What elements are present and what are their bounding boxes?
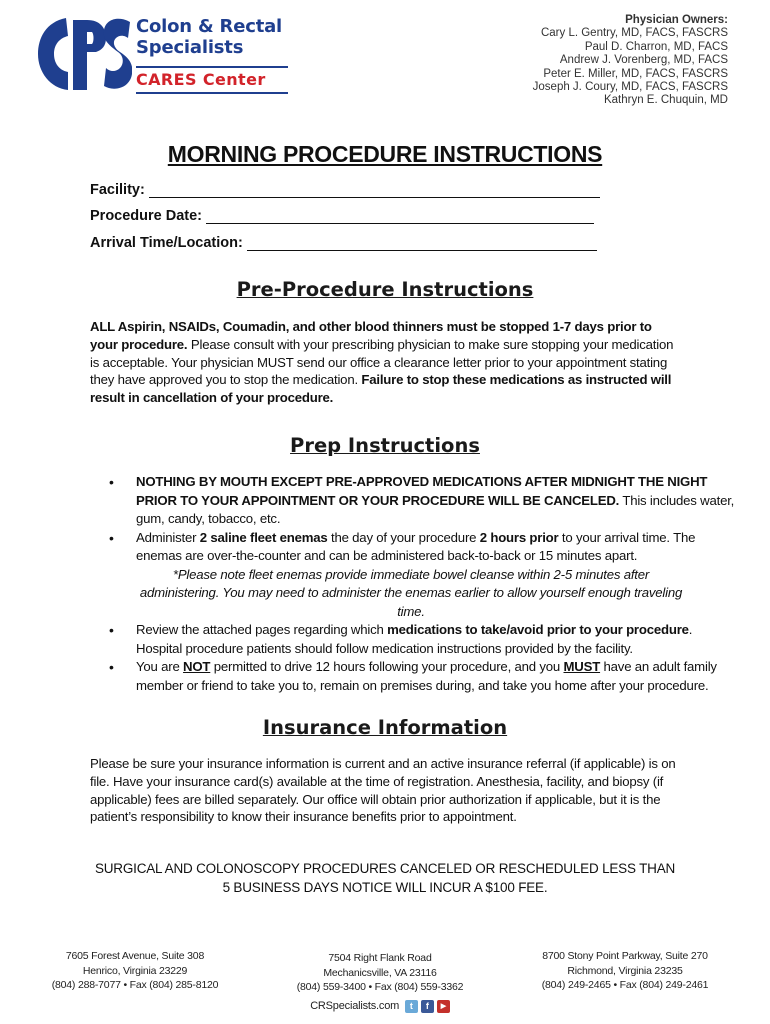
owner-name: Cary L. Gentry, MD, FACS, FASCRS	[540, 27, 728, 40]
list-item	[136, 621, 736, 658]
prep-item4-text: You are	[136, 659, 184, 674]
prep-item3-bold: medications to take/avoid prior to your procedure	[387, 622, 689, 637]
page-title: MORNING PROCEDURE INSTRUCTIONS	[167, 141, 603, 167]
phone-line: (804) 249-2465 • Fax (804) 249-2461	[541, 979, 709, 992]
location-henrico	[50, 949, 220, 993]
cancellation-notice: SURGICAL AND COLONOSCOPY PROCEDURES CANCELED OR RESCHEDULED LESS THAN 5 BUSINESS DAYS NOTICE WILL INCUR A $100 FEE.	[94, 861, 676, 895]
list-item	[136, 473, 736, 529]
location-richmond	[540, 949, 710, 993]
owner-name: Joseph J. Coury, MD, FACS, FASCRS	[532, 81, 728, 94]
pre-procedure-heading: Pre-Procedure Instructions	[236, 278, 534, 301]
website-row	[295, 999, 465, 1014]
address-line: Henrico, Virginia 23229	[82, 964, 188, 977]
prep-item2-text: the day of your procedure	[327, 529, 480, 545]
prep-item4-bold: MUST	[563, 659, 601, 674]
prep-item3-text: Review the attached pages regarding which	[136, 622, 388, 637]
crs-logo-icon	[36, 14, 132, 94]
prep-list	[90, 473, 736, 695]
prep-item4-text: permitted to drive 12 hours following your procedure, and you	[210, 659, 564, 674]
facility-field[interactable]	[90, 182, 600, 198]
location-mechanicsville	[295, 951, 465, 1013]
arrival-label: Arrival Time/Location:	[90, 235, 243, 251]
brand-logo	[36, 14, 283, 94]
logo-divider-bottom	[136, 92, 288, 94]
address-line: 7605 Forest Avenue, Suite 308	[65, 950, 205, 962]
prep-item3-text: . Hospital procedure patients should follow medication instructions provided by the facility.	[136, 622, 693, 656]
prep-item1-bold: NOTHING BY MOUTH EXCEPT PRE-APPROVED MEDICATIONS AFTER MIDNIGHT THE NIGHT PRIOR TO YOUR APPOINTMENT OR YOUR PROCEDURE WILL BE CANCELED.	[136, 474, 708, 508]
enema-note: *Please note fleet enemas provide immediate bowel cleanse within 2-5 minutes after administering. You may need to administer the enemas earlier to allow yourself enough traveling time.	[139, 566, 683, 619]
facility-label: Facility:	[90, 182, 145, 198]
prep-item1-text: This includes water, gum, candy, tobacco, etc.	[136, 492, 735, 526]
procedure-date-blank[interactable]	[206, 209, 594, 224]
prep-item4-bold: NOT	[183, 659, 211, 674]
owner-name: Peter E. Miller, MD, FACS, FASCRS	[543, 67, 728, 80]
twitter-icon[interactable]: t	[405, 1000, 418, 1013]
physician-owners	[533, 14, 728, 108]
arrival-blank[interactable]	[247, 236, 597, 251]
facility-blank[interactable]	[149, 183, 600, 198]
procedure-date-field[interactable]	[90, 208, 594, 224]
list-item	[136, 658, 736, 695]
pre-procedure-text	[90, 318, 680, 407]
owners-heading: Physician Owners:	[625, 14, 728, 26]
prep-heading: Prep Instructions	[290, 434, 480, 457]
insurance-heading: Insurance Information	[262, 716, 508, 739]
pre-procedure-bold1: ALL Aspirin, NSAIDs, Coumadin, and other blood thinners must be stopped 1-7 days prior to your procedure.	[90, 319, 652, 352]
prep-item2-text: Administer	[136, 529, 200, 545]
list-item	[136, 529, 736, 622]
prep-item2-text: to your arrival time. The enemas are over-the-counter and can be administered back-to-back or 15 minutes apart.	[136, 529, 696, 563]
logo-divider	[136, 66, 288, 68]
pre-procedure-body: Please consult with your prescribing physician to make sure stopping your medication is acceptable. Your physician MUST send our office a clearance letter prior to your appointment stating they have approved you to stop the medication.	[90, 336, 674, 388]
owner-name: Andrew J. Vorenberg, MD, FACS	[559, 54, 728, 67]
phone-line: (804) 288-7077 • Fax (804) 285-8120	[51, 979, 219, 992]
owner-name: Kathryn E. Chuquin, MD	[603, 94, 728, 107]
prep-item2-bold: 2 saline fleet enemas	[199, 529, 328, 545]
insurance-text: Please be sure your insurance information is current and an active insurance referral (if applicable) is on file. Have your insurance card(s) available at the time of registration. Anesthesia, facility, and biopsy (if applicable) fees are billed separately. Our office will obtain prior authorization if applicable, but it is the patient’s responsibility to know their insurance benefits prior to appointment.	[90, 756, 676, 825]
facebook-icon[interactable]: f	[421, 1000, 434, 1013]
arrival-field[interactable]	[90, 235, 597, 251]
address-line: Richmond, Virginia 23235	[567, 964, 683, 977]
address-line: Mechanicsville, VA 23116	[323, 966, 437, 979]
owner-name: Paul D. Charron, MD, FACS	[584, 40, 728, 53]
prep-item2-bold: 2 hours prior	[479, 529, 559, 545]
website-link[interactable]: CRSpecialists.com	[310, 999, 400, 1012]
procedure-date-label: Procedure Date:	[90, 208, 203, 224]
pre-procedure-bold2: Failure to stop these medications as instructed will result in cancellation of your procedure.	[90, 372, 672, 406]
address-line: 7504 Right Flank Road	[328, 952, 432, 964]
org-name-line2: Specialists	[136, 37, 244, 58]
prep-item4-text: have an adult family member or friend to take you to, remain on premises during, and take you home after your procedure.	[136, 659, 717, 693]
org-name-line3: CARES Center	[136, 70, 266, 89]
org-name-line1: Colon & Rectal	[136, 16, 283, 37]
address-line: 8700 Stony Point Parkway, Suite 270	[542, 950, 708, 962]
phone-line: (804) 559-3400 • Fax (804) 559-3362	[296, 981, 464, 994]
youtube-icon[interactable]: ▶	[437, 1000, 450, 1013]
